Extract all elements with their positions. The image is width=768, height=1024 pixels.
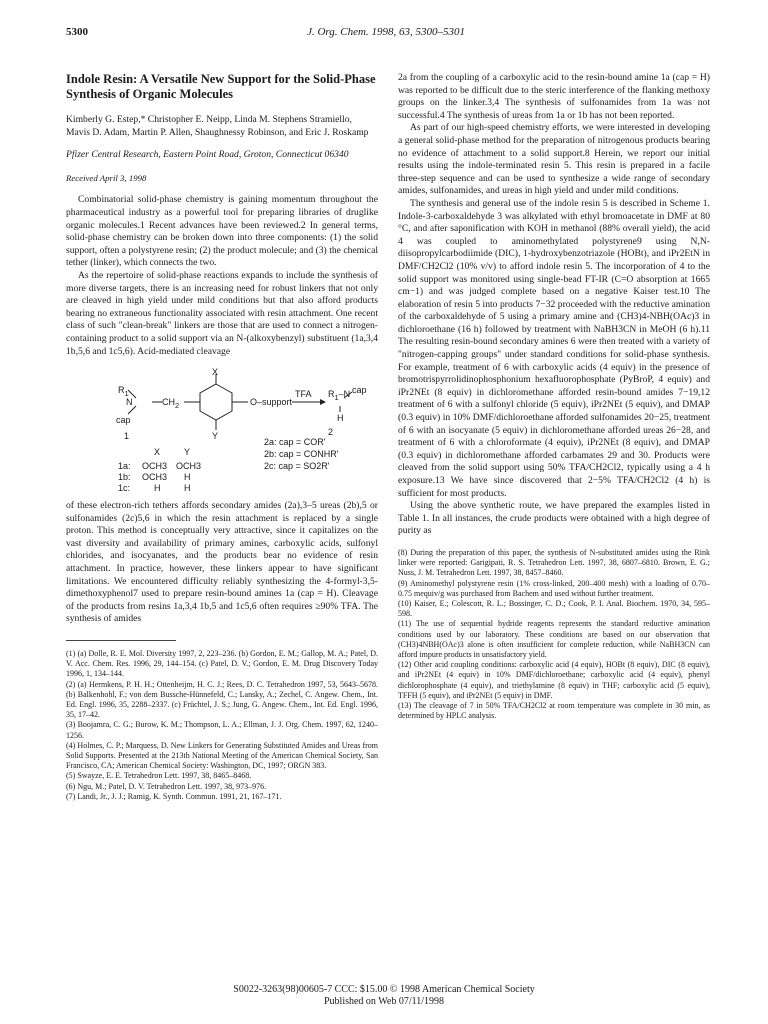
product-2b-label: 2b: cap = CONHR' [264, 449, 339, 460]
journal-citation [66, 26, 706, 38]
footnote-3: (3) Boojamra, C. G.; Burow, K. M.; Thompson, L. A.; Ellman, J. J. Org. Chem. 1997, 62, 1240–1256. [66, 720, 378, 740]
footnote-4: (4) Holmes, C. P.; Marquess, D. New Linkers for Generating Substituted Amides and Ureas from Solid Supports. Presented at the 213th National Meeting of the American Chemical Society, San Francisco, CA; American Chemical Society: Washington, DC, 1997; ORGN 383. [66, 740, 378, 771]
footer-copyright: S0022-3263(98)00605-7 CCC: $15.00 © 1998 American Chemical Society [233, 984, 535, 995]
body-paragraph-2: As part of our high-speed chemistry efforts, we were interested in developing a general solid-phase method for the preparation of nitrogenous products bearing no evidence of attachment to a solid support.8 Herein, we report our initial results using the indole-terminated resin 5. This resin is prepared in a facile three-step sequence and can be used to synthesize a wide range of secondary amides, sulfonamides, and ureas in high yield and under mild conditions. [398, 122, 710, 197]
body-paragraph-3: The synthesis and general use of the indole resin 5 is described in Scheme 1. Indole-3-carboxaldehyde 3 was alkylated with ethyl bromoacetate in DMF at 80 °C, and after saponification with KOH in methanol (88% overall yield), the acid 4 was coupled to aminomethylated polystyrene9 using N,N-diisopropylcarbodiimide (DIC), 1-hydroxybenzotriazole (HOBt), and iPr2EtN in DMF/CH2Cl2 (10% v/v) to afford indole resin 5. The incorporation of 4 to the solid support was monitored using single-bead FT-IR (C=O absorption at 1665 cm−1) and was judged complete based on a negative Kaiser test.10 The elaboration of resin 5 into products 7−32 proceeded with the reductive amination of the carboxaldehyde of 5 using a primary amine and (CH3)4-NBH(OAc)3 in dichloroethane (16 h) followed by treatment with NaBH3CN in MeOH (6 h).11 The resulting resin-bound secondary amines 6 were then treated with a variety of "nitrogen-capping groups" under standard conditions for solid-phase synthesis. For example, treatment of 6 with carboxylic acids (4 equiv) in the presence of bromotrispyrrolidinophosphonium hexafluorophosphate (PyBroP, 4 equiv) and iPr2NEt (8 equiv) in dichloromethane afforded resin-bound amides 7−19,12 treatment of 6 with a sulfonyl chloride (5 equiv), iPr2NEt (5 equiv), and DMAP (0.3 equiv) in 10% DMF/dichloroethane afforded sulfonamides 20−25, treatment of 6 with an isocyanate (5 equiv) in dichloromethane afforded ureas 26−28, and treatment of 6 with a chloroformate (4 equiv), iPr2NEt (8 equiv), and DMAP (0.3 equiv) in dichloromethane afforded carbamates 29 and 30. Products were cleaved from the solid support using 50% TFA/CH2Cl2, typically using a 4 h exposure.13 We have since discovered that 2−5% TFA/CH2Cl2 (4 h) is sufficient for most products. [398, 197, 710, 499]
table-row-1c-id: 1c: [118, 483, 131, 494]
page-header [66, 22, 706, 42]
right-footnotes [398, 548, 710, 721]
page-number: 5300 [66, 26, 88, 38]
nitrogen-label: N [126, 397, 133, 408]
footnote-9: (9) Aminomethyl polystyrene resin (1% cross-linked, 200–400 mesh) with a loading of 0.70–0.75 mequiv/g was purchased from Bachem and used without further treatment. [398, 578, 710, 598]
footnote-5: (5) Swayze, E. E. Tetrahedron Lett. 1997, 38, 8465–8468. [66, 771, 252, 781]
cap-label: cap [116, 415, 131, 426]
table-row-1b-x: OCH3 [142, 472, 168, 483]
ch2-label: $CH_2$ [162, 397, 180, 410]
footnote-2: (2) (a) Hermkens, P. H. H.; Ottenheijm, H. C. J.; Rees, D. C. Tetrahedron 1997, 53, 5643–5678. (b) Balkenhohl, F.; von dem Bussche-Hünnefeld, C.; Lansky, A.; Zechel, C. Angew. Chem., Int. Ed. Engl. 1996, 35, 2288–2337. (c) Früchtel, J. S.; Jung, G. Angew. Chem., Int. Ed. Engl. 1996, 35, 17–42. [66, 679, 378, 720]
author-list: Kimberly G. Estep,* Christopher E. Neipp, Linda M. Stephens Stramiello, Mavis D. Adam, Martin P. Allen, Shaughnessy Robinson, and Eric J. Roskamp [66, 114, 369, 138]
intro-paragraph-2: As the repertoire of solid-phase reactions expands to include the synthesis of more diverse targets, there is an increasing need for robust linkers that not only are cleaved in high yield under mild conditions but that also afford products bearing no extraneous functionality associated with resin attachment. One recent class of such "clean-break" linkers are those that are used to connect a nitrogen-containing product to a solid support via an N-(alkoxybenzyl) substituent (1a,3,4 1b,5,6 and 1c5,6). Acid-mediated cleavage [66, 269, 378, 357]
article-title: Indole Resin: A Versatile New Support for the Solid-Phase Synthesis of Organic Molecules [66, 72, 376, 101]
journal-volume-pages: 1998, 63, 5300–5301 [371, 26, 465, 38]
footnote-6: (6) Ngu, M.; Patel, D. V. Tetrahedron Lett. 1997, 38, 973–976. [66, 781, 267, 791]
footnote-12: (12) Other acid coupling conditions: carboxylic acid (4 equiv), HOBt (8 equiv), DIC (8 equiv), and iPr2NEt (4 equiv) in 10% DMF/dichloroethane; carboxylic acid (4 equiv), phenyl dichlorophosphate (4 equiv), and triethylamine (8 equiv) in THF; carboxylic acid (5 equiv), TFFH (5 equiv), and iPr2NEt (5 equiv) in DMF. [398, 660, 710, 700]
footnote-1: (1) (a) Dolle, R. E. Mol. Diversity 1997, 2, 223–236. (b) Gordon, E. M.; Gallop, M. A.; Patel, D. V. Acc. Chem. Res. 1996, 29, 144–154. (c) Patel, D. V.; Gordon, E. M. Drug Discovery Today 1996, 1, 134–144. [66, 649, 378, 679]
footnote-11: (11) The use of sequential hydride reagents represents the standard reductive amination conditions used by our laboratory. These conditions are based on our observation that (CH3)4NBH(OAc)3 alone is often insufficient for complete reduction, while NaBH3CN can afford impure products in unsatisfactory yield. [398, 619, 710, 659]
footnote-10: (10) Kaiser, E.; Colescott, R. L.; Bossinger, C. D.; Cook, P. I. Anal. Biochem. 1970, 34, 595–598. [398, 598, 710, 619]
table-row-1a-id: 1a: [118, 461, 131, 472]
table-row-1a-x: OCH3 [142, 461, 168, 472]
footnote-divider [66, 640, 176, 641]
intro-paragraph-1: Combinatorial solid-phase chemistry is gaining momentum throughout the pharmaceutical industry as a powerful tool for preparing libraries of druglike organic molecules.1 Recent advances have been reviewed.2 In general terms, solid-phase chemistry can be broken down into three components: (1) the solid support, often a polystyrene resin; (2) the product molecule; and (3) the chemical tether (linker), which connects the two. [66, 194, 378, 269]
footer-publication-date: Published on Web 07/11/1998 [323, 996, 445, 1007]
product-2a-label: 2a: cap = COR' [264, 437, 326, 448]
compound-1-number: 1 [124, 431, 130, 442]
table-row-1a-y: OCH3 [176, 461, 202, 472]
reagent-tfa: TFA [295, 389, 312, 400]
left-footnotes [66, 649, 378, 802]
product-r1-label: $R_1-N$ [328, 389, 351, 402]
body-paragraph-4: Using the above synthetic route, we have prepared the examples listed in Table 1. In all instances, the crude products were obtained with a high degree of purity as [398, 500, 710, 537]
table-header-y: Y [184, 447, 191, 458]
substituent-y-label: Y [212, 431, 219, 442]
footnote-8: (8) During the preparation of this paper, the synthesis of N-substituted amides using the Rink linker were reported: Garigipati, R. S. Tetrahedron Lett. 1997, 38, 6807–6810. Brown, E. G.; Nuss, J. M. Tetrahedron Lett. 1997, 38, 8457–8460. [398, 547, 710, 578]
reaction-scheme [66, 366, 378, 494]
support-label: O–support [250, 397, 293, 408]
footnote-13: (13) The cleavage of 7 in 50% TFA/CH2Cl2 at room temperature was complete in 30 min, as determined by HPLC analysis. [398, 701, 710, 721]
compound-2-number: 2 [328, 427, 334, 438]
table-row-1b-y: H [184, 472, 191, 483]
table-row-1c-x: H [154, 483, 161, 494]
table-header-x: X [154, 447, 161, 458]
intro-paragraph-3: of these electron-rich tethers affords secondary amides (2a),3–5 ureas (2b),5 or sulfonamides (2c)5,6 in which the resin attachment is replaced by a single proton. This method is conceptually very attractive, since it capitalizes on the vast diversity and availability of primary amines, carboxylic acids, sulfonyl chlorides, and isocyanates, and the products bear no evidence of resin attachment. In practice, however, these linkers appear to have significant limitations. We encountered difficulty reliably synthesizing the 4-formyl-3,5-dimethoxyphenol7 used to prepare resin-bound amines 1a (cap = H). Cleavage of the products from resins 1a,3,4 1b,5 and 1c5,6 often requires ≥90% TFA. The synthesis of amides [66, 500, 378, 625]
table-row-1b-id: 1b: [118, 472, 131, 483]
product-cap-label: cap [352, 385, 367, 396]
table-row-1c-y: H [184, 483, 191, 494]
left-column [66, 72, 378, 802]
footnote-7: (7) Landi, Jr., J. J.; Ramig, K. Synth. Commun. 1991, 21, 167–171. [66, 791, 282, 801]
r1-label: $R_1$ [118, 385, 129, 398]
substituent-x-label: X [212, 367, 219, 378]
right-column [398, 72, 710, 721]
received-date: Received April 3, 1998 [66, 172, 147, 183]
product-2c-label: 2c: cap = SO2R' [264, 461, 330, 472]
page-footer [0, 984, 768, 1008]
product-h-label: H [337, 413, 344, 424]
affiliation: Pfizer Central Research, Eastern Point Road, Groton, Connecticut 06340 [66, 149, 349, 161]
body-paragraph-1: 2a from the coupling of a carboxylic acid to the resin-bound amine 1a (cap = H) was reported to be difficult due to the steric interference of the flanking methoxy groups on the linker.3,4 The synthesis of sulfonamides from 1a was not successful.4 The synthesis of ureas from 1a or 1b has not been reported. [398, 72, 710, 121]
journal-name: J. Org. Chem. [307, 26, 369, 38]
